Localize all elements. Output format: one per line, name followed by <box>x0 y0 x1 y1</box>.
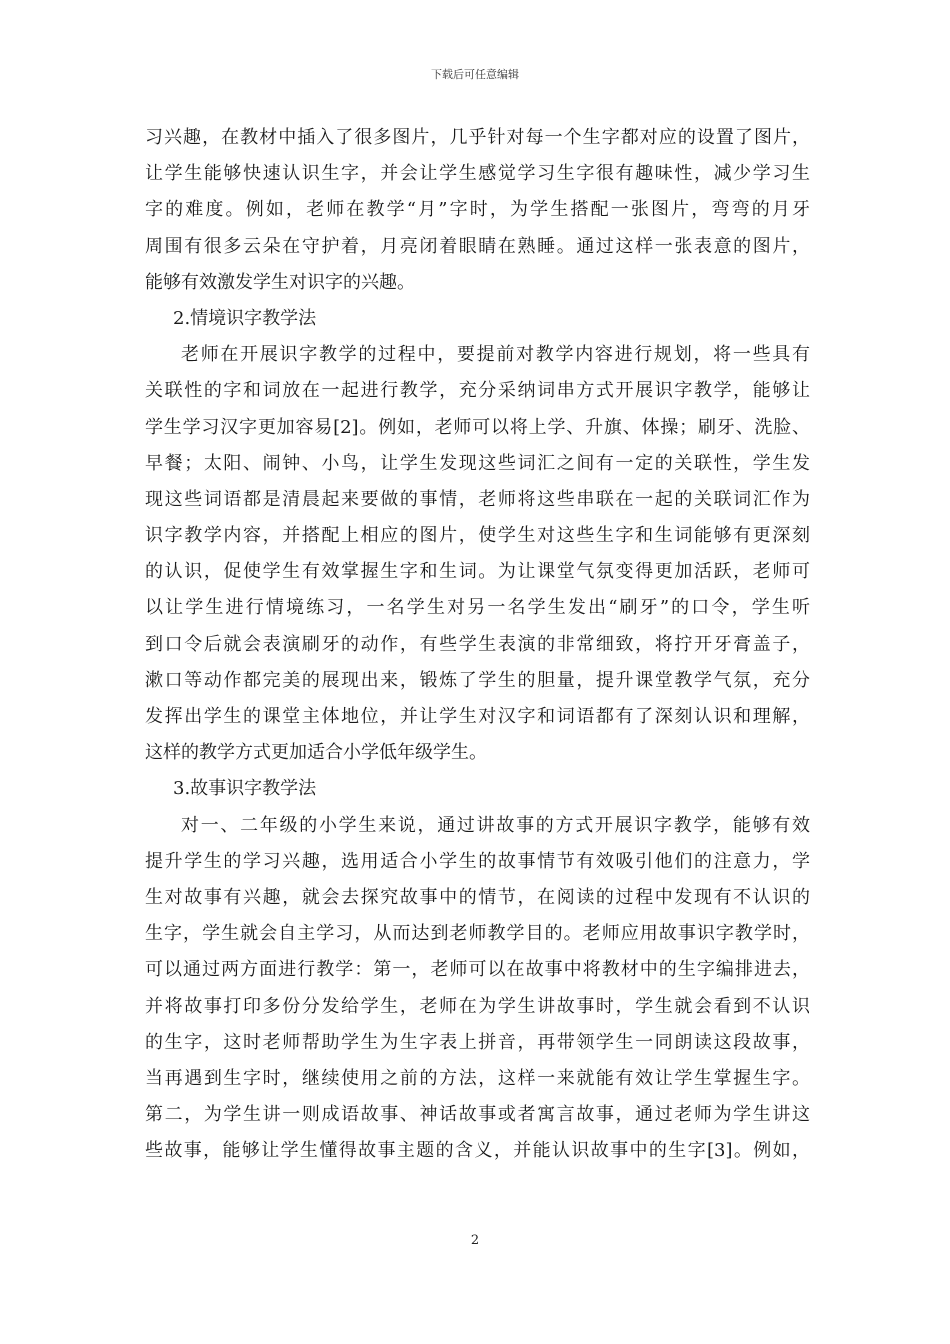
text-line: 第二，为学生讲一则成语故事、神话故事或者寓言故事，通过老师为学生讲这 <box>145 1104 810 1126</box>
text-line: 习兴趣，在教材中插入了很多图片，几乎针对每一个生字都对应的设置了图片， <box>145 127 810 148</box>
paragraph <box>145 120 810 301</box>
section-heading: 2.情境识字教学法 <box>173 307 317 329</box>
document-body <box>145 120 810 1169</box>
text-line: 现这些词语都是清晨起来要做的事情，老师将这些串联在一起的关联词汇作为 <box>145 488 810 510</box>
text-line: 发挥出学生的课堂主体地位，并让学生对汉字和词语都有了深刻认识和理解， <box>145 706 810 727</box>
text-line: 可以通过两方面进行教学：第一，老师可以在故事中将教材中的生字编排进去， <box>145 959 810 981</box>
text-line: 早餐；太阳、闹钟、小鸟，让学生发现这些词汇之间有一定的关联性，学生发 <box>145 452 810 474</box>
text-line: 生对故事有兴趣，就会去探究故事中的情节，在阅读的过程中发现有不认识的 <box>145 886 810 908</box>
text-line: 漱口等动作都完美的展现出来，锻炼了学生的胆量，提升课堂教学气氛，充分 <box>145 669 810 691</box>
section-heading: 3.故事识字教学法 <box>173 778 317 800</box>
text-line: 并将故事打印多份分发给学生，老师在为学生讲故事时，学生就会看到不认识 <box>145 995 810 1017</box>
text-line: 对一、二年级的小学生来说，通过讲故事的方式开展识字教学，能够有效 <box>181 814 810 836</box>
text-line: 到口令后就会表演刷牙的动作，有些学生表演的非常细致，将拧开牙膏盖子， <box>145 633 810 655</box>
text-line: 的生字，这时老师帮助学生为生字表上拼音，再带领学生一同朗读这段故事， <box>145 1031 810 1053</box>
paragraph <box>145 337 810 771</box>
text-line: 识字教学内容，并搭配上相应的图片，使学生对这些生字和生词能够有更深刻 <box>145 525 810 547</box>
text-line: 当再遇到生字时，继续使用之前的方法，这样一来就能有效让学生掌握生字。 <box>145 1067 810 1089</box>
page-number: 2 <box>470 1233 480 1248</box>
text-line: 的认识，促使学生有效掌握生字和生词。为让课堂气氛变得更加活跃，老师可 <box>145 561 810 583</box>
text-line: 让学生能够快速认识生字，并会让学生感觉学习生字很有趣味性，减少学习生 <box>145 163 810 185</box>
paragraph <box>145 808 810 1170</box>
text-line: 周围有很多云朵在守护着，月亮闭着眼睛在熟睡。通过这样一张表意的图片， <box>145 235 810 257</box>
text-line: 老师在开展识字教学的过程中，要提前对教学内容进行规划，将一些具有 <box>181 344 810 366</box>
text-line: 字的难度。例如，老师在教学“月”字时，为学生搭配一张图片，弯弯的月牙 <box>145 199 810 221</box>
page-header: 下载后可任意编辑 <box>431 68 519 81</box>
text-line: 提升学生的学习兴趣，选用适合小学生的故事情节有效吸引他们的注意力，学 <box>145 850 810 872</box>
text-line: 关联性的字和词放在一起进行教学，充分采纳词串方式开展识字教学，能够让 <box>145 380 810 402</box>
text-line: 些故事，能够让学生懂得故事主题的含义，并能认识故事中的生字[3]。例如， <box>145 1140 810 1162</box>
text-line: 这样的教学方式更加适合小学低年级学生。 <box>145 742 487 764</box>
text-line: 以让学生进行情境练习，一名学生对另一名学生发出“刷牙”的口令，学生听 <box>145 597 810 619</box>
text-line: 能够有效激发学生对识字的兴趣。 <box>145 271 415 293</box>
text-line: 生字，学生就会自主学习，从而达到老师教学目的。老师应用故事识字教学时， <box>145 923 810 945</box>
text-line: 学生学习汉字更加容易[2]。例如，老师可以将上学、升旗、体操；刷牙、洗脸、 <box>145 416 810 438</box>
